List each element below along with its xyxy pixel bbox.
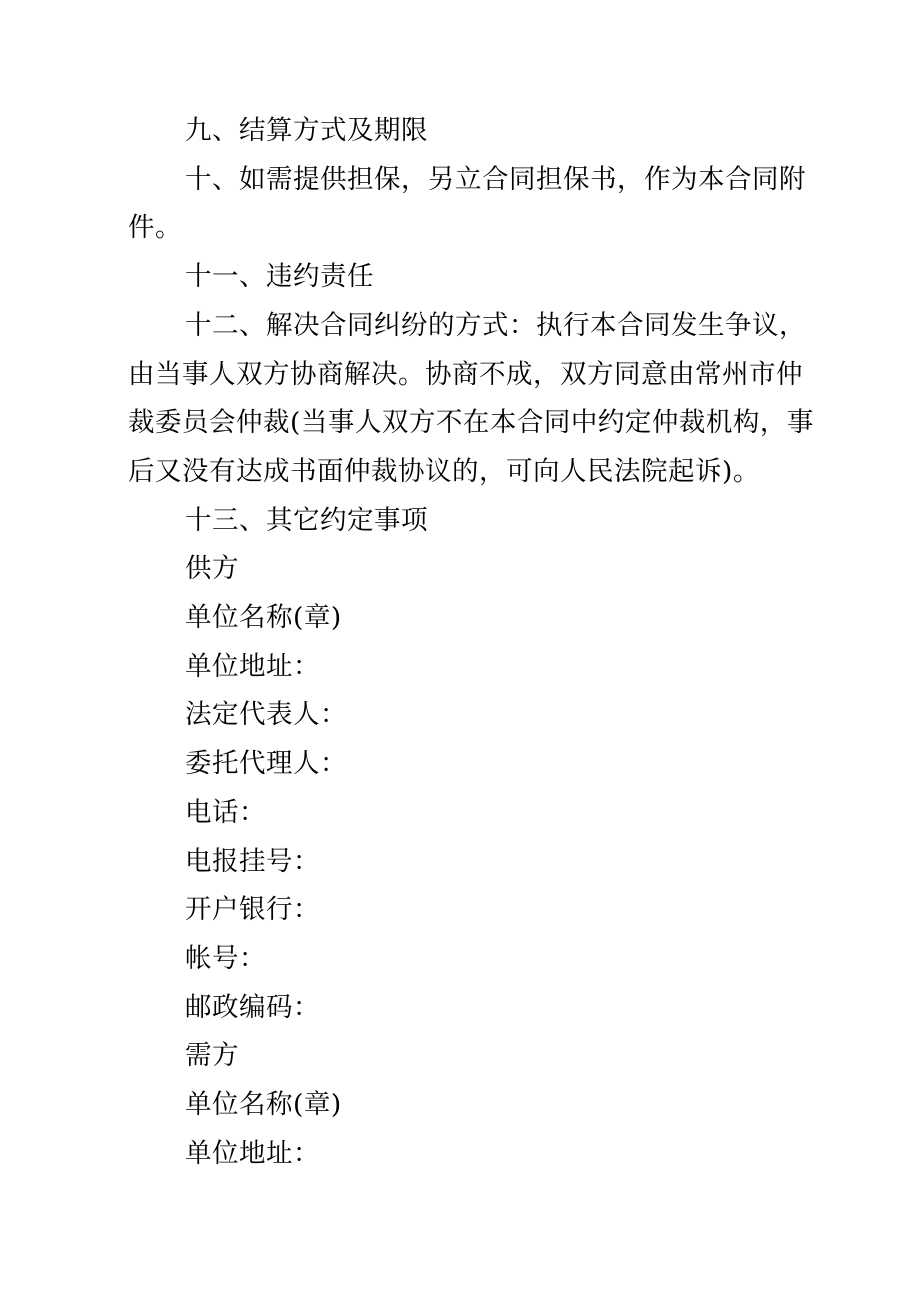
supplier-phone-label: 电话： xyxy=(185,796,266,828)
clause-12-continuation-3: 后又没有达成书面仲裁协议的，可向人民法院起诉)。 xyxy=(128,455,760,487)
clause-10-continuation: 件。 xyxy=(128,212,182,244)
supplier-account-label: 帐号： xyxy=(185,942,266,974)
buyer-unit-address-label: 单位地址： xyxy=(185,1137,320,1169)
clause-13-other-items: 十三、其它约定事项 xyxy=(185,504,428,536)
supplier-agent-label: 委托代理人： xyxy=(185,748,347,780)
buyer-unit-name-label: 单位名称(章) xyxy=(185,1089,342,1121)
clause-12-dispute: 十二、解决合同纠纷的方式：执行本合同发生争议， xyxy=(185,309,806,341)
supplier-unit-name-label: 单位名称(章) xyxy=(185,602,342,634)
supplier-legal-rep-label: 法定代表人： xyxy=(185,699,347,731)
supplier-postcode-label: 邮政编码： xyxy=(185,991,320,1023)
clause-11-breach: 十一、违约责任 xyxy=(185,261,374,293)
buyer-label: 需方 xyxy=(185,1040,239,1072)
supplier-telegraph-label: 电报挂号： xyxy=(185,845,320,877)
clause-9-settlement: 九、结算方式及期限 xyxy=(185,115,428,146)
supplier-unit-address-label: 单位地址： xyxy=(185,650,320,682)
supplier-label: 供方 xyxy=(185,553,239,585)
supplier-bank-label: 开户银行： xyxy=(185,894,320,926)
clause-12-continuation-1: 由当事人双方协商解决。协商不成，双方同意由常州市仲 xyxy=(128,358,803,390)
clause-12-continuation-2: 裁委员会仲裁(当事人双方不在本合同中约定仲裁机构，事 xyxy=(128,407,814,439)
contract-text-block xyxy=(128,107,814,1178)
clause-10-guarantee: 十、如需提供担保，另立合同担保书，作为本合同附 xyxy=(185,163,806,195)
